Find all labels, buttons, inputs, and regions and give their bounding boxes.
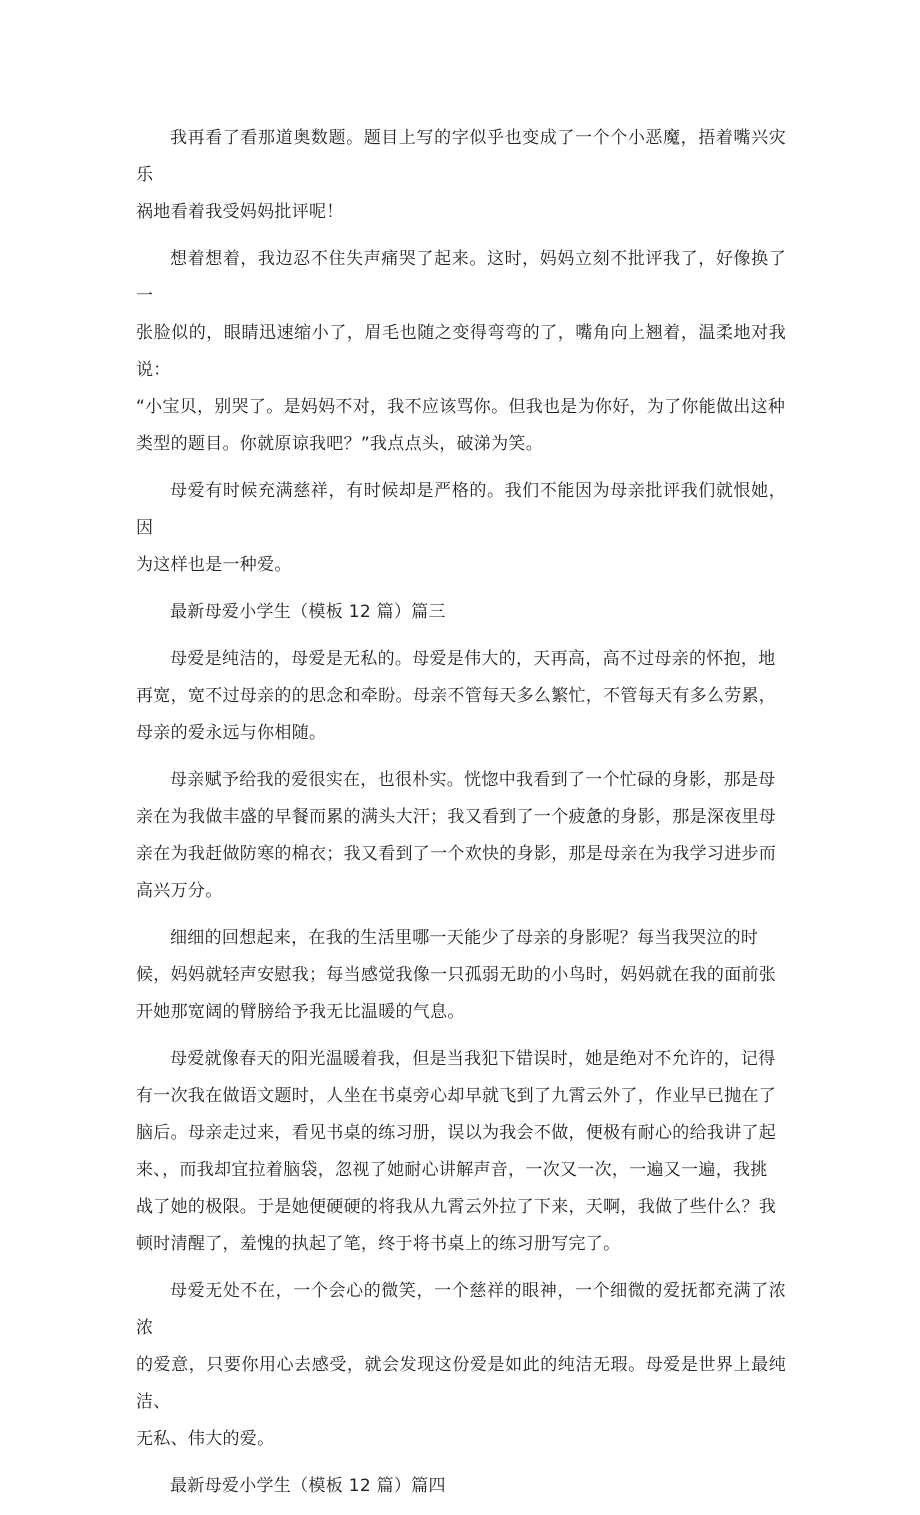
paragraph-line: 细细的回想起来，在我的生活里哪一天能少了母亲的身影呢？每当我哭泣的时 [170, 928, 759, 948]
paragraph [136, 762, 786, 910]
paragraph-line: 战了她的极限。于是她便硬硬的将我从九霄云外拉了下来，天啊，我做了些什么？我 [136, 1197, 777, 1217]
paragraph-line: “小宝贝，别哭了。是妈妈不对，我不应该骂你。但我也是为你好，为了你能做出这种 [136, 397, 786, 417]
paragraph [136, 920, 786, 1031]
paragraph [136, 1041, 786, 1263]
paragraph-line: 张脸似的，眼睛迅速缩小了，眉毛也随之变得弯弯的了，嘴角向上翘着，温柔地对我说： [136, 323, 786, 380]
paragraph [136, 241, 786, 463]
paragraph-line: 开她那宽阔的臂膀给予我无比温暖的气息。 [136, 1002, 465, 1022]
paragraph-line: 有一次我在做语文题时，人坐在书桌旁心却早就飞到了九霄云外了，作业早已抛在了 [136, 1086, 777, 1106]
paragraph-line: 高兴万分。 [136, 881, 223, 901]
paragraph-line: 我再看了看那道奥数题。题目上写的字似乎也变成了一个个小恶魔，捂着嘴兴灾乐 [136, 128, 786, 185]
document-page [136, 120, 786, 1515]
paragraph-line: 母亲赋予给我的爱很实在，也很朴实。恍惚中我看到了一个忙碌的身影，那是母 [170, 770, 776, 790]
paragraph-line: 母爱是纯洁的，母爱是无私的。母爱是伟大的，天再高，高不过母亲的怀抱，地 [170, 649, 776, 669]
paragraph [136, 641, 786, 752]
paragraph-line: 顿时清醒了，羞愧的执起了笔，终于将书桌上的练习册写完了。 [136, 1234, 621, 1254]
paragraph-line: 的爱意，只要你用心去感受，就会发现这份爱是如此的纯洁无瑕。母爱是世界上最纯洁、 [136, 1355, 786, 1412]
paragraph-line: 想着想着，我边忍不住失声痛哭了起来。这时，妈妈立刻不批评我了，好像换了一 [136, 249, 786, 306]
paragraph-line: 母爱无处不在，一个会心的微笑，一个慈祥的眼神，一个细微的爱抚都充满了浓浓 [136, 1281, 786, 1338]
paragraph-line: 祸地看着我受妈妈批评呢！ [136, 202, 344, 222]
paragraph-line: 母亲的爱永远与你相随。 [136, 723, 327, 743]
section-heading: 最新母爱小学生（模板 12 篇）篇三 [170, 602, 446, 622]
paragraph-line: 脑后。母亲走过来，看见书桌的练习册，误以为我会不做，便极有耐心的给我讲了起 [136, 1123, 777, 1143]
paragraph-line: 为这样也是一种爱。 [136, 555, 292, 575]
paragraph-line: 再宽，宽不过母亲的的思念和牵盼。母亲不管每天多么繁忙，不管每天有多么劳累， [136, 686, 777, 706]
paragraph-line: 亲在为我做丰盛的早餐而累的满头大汗；我又看到了一个疲惫的身影，那是深夜里母 [136, 807, 777, 827]
paragraph-line: 候，妈妈就轻声安慰我；每当感觉我像一只孤弱无助的小鸟时，妈妈就在我的面前张 [136, 965, 777, 985]
paragraph-line: 母爱就像春天的阳光温暖着我，但是当我犯下错误时，她是绝对不允许的，记得 [170, 1049, 776, 1069]
paragraph-line: 类型的题目。你就原谅我吧？”我点点头，破涕为笑。 [136, 434, 544, 454]
paragraph-line: 来、，而我却宜拉着脑袋，忽视了她耐心讲解声音，一次又一次，一遍又一遍，我挑 [136, 1160, 768, 1180]
paragraph-line: 无私、伟大的爱。 [136, 1429, 275, 1449]
paragraph [136, 120, 786, 231]
paragraph [136, 473, 786, 584]
paragraph-line: 母爱有时候充满慈祥，有时候却是严格的。我们不能因为母亲批评我们就恨她，因 [136, 481, 786, 538]
section-heading: 最新母爱小学生（模板 12 篇）篇四 [170, 1476, 446, 1496]
paragraph-line: 亲在为我赶做防寒的棉衣；我又看到了一个欢快的身影，那是母亲在为我学习进步而 [136, 844, 777, 864]
